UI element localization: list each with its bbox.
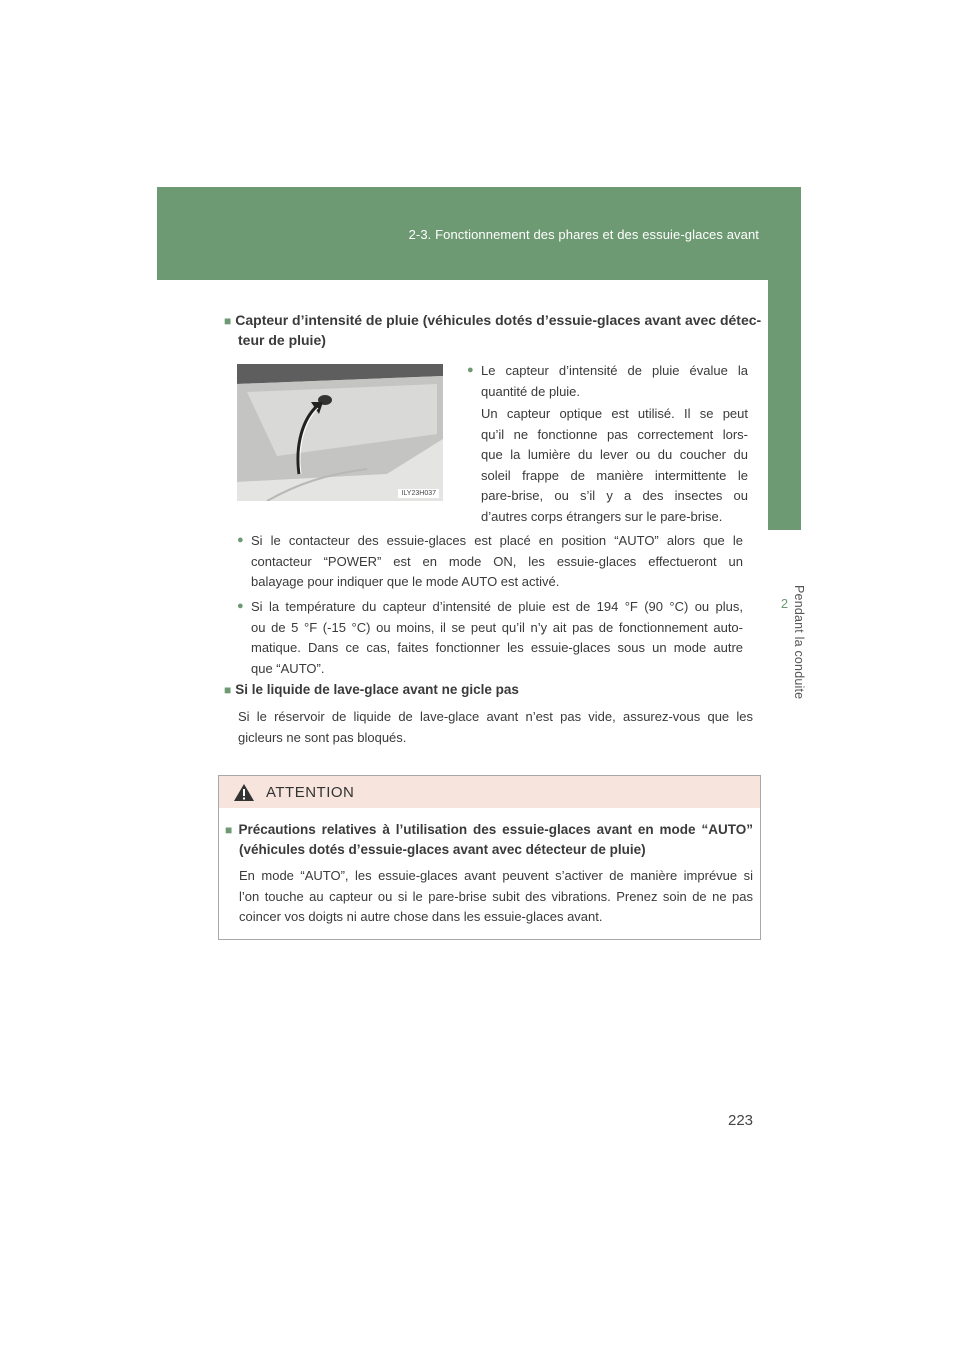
text-line: matique. Dans ce cas, faites fonctionner les essuie-glaces sous un mode autre (251, 640, 743, 655)
text-line: l’on touche au capteur ou si le pare-brise subit des vibrations. Prenez soin de ne pas (239, 888, 753, 904)
text-line: Si le contacteur des essuie-glaces est placé en position “AUTO” alors que le (251, 533, 743, 548)
chapter-title: 2-3. Fonctionnement des phares et des essuie-glaces avant (408, 227, 759, 242)
chapter-header-band (157, 187, 801, 280)
square-bullet-icon: ■ (225, 823, 235, 837)
warning-box (218, 775, 761, 940)
text-line: que “AUTO”. (251, 660, 325, 676)
text-line: balayage pour indiquer que le mode AUTO est activé. (251, 574, 560, 589)
text-line: Un capteur optique est utilisé. Il se peut (481, 406, 748, 421)
text-line: Si la température du capteur d’intensité de pluie est de 194 °F (90 °C) ou plus, (251, 599, 743, 614)
warning-title: ATTENTION (266, 784, 355, 801)
warning-triangle-icon (233, 783, 255, 802)
warning-header (219, 776, 760, 808)
warning-text (239, 866, 753, 928)
washer-text (238, 707, 753, 748)
text-line: soleil frappe de manière intermittente le (481, 467, 748, 483)
text-line: Si le réservoir de liquide de lave-glace avant n’est pas vide, assurez-vous que les (238, 709, 753, 724)
section-heading-rain-sensor (224, 310, 761, 331)
text-line: En mode “AUTO”, les essuie-glaces avant peuvent s’activer de manière imprévue si (239, 868, 753, 883)
windshield-illustration (237, 364, 443, 501)
warning-heading-cont: (véhicules dotés d’essuie-glaces avant avec détecteur de pluie) (239, 842, 646, 857)
bullet-text (481, 361, 748, 402)
round-bullet-icon: ● (467, 364, 474, 376)
page-number: 223 (728, 1112, 754, 1129)
text-line: gicleurs ne sont pas bloqués. (238, 729, 407, 745)
heading-text: Précautions relatives à l’utilisation des essuie-glaces avant en mode “AUTO” (238, 822, 753, 837)
section-heading-washer (224, 680, 519, 700)
chapter-side-label: Pendant la conduite (792, 585, 806, 700)
text-line: Le capteur d’intensité de pluie évalue la (481, 363, 748, 378)
text-line: pare-brise, ou s’il y a des insectes ou (481, 488, 748, 503)
round-bullet-icon: ● (237, 600, 244, 612)
text-line: contacteur “POWER” est en mode ON, les essuie-glaces effectueront un (251, 553, 743, 569)
image-code: ILY23H037 (398, 489, 439, 498)
text-line: ou de 5 °F (-15 °C) ou moins, il se peut qu’il n’y ait pas de fonctionnement auto- (251, 619, 743, 635)
sensor-note (481, 404, 748, 527)
text-line: qu’il ne fonctionne pas correctement lors- (481, 426, 748, 442)
text-line: quantité de pluie. (481, 383, 581, 399)
section-heading-rain-sensor-cont: teur de pluie) (238, 332, 326, 348)
chapter-side-tab (768, 280, 801, 530)
square-bullet-icon: ■ (224, 314, 232, 328)
square-bullet-icon: ■ (224, 683, 232, 697)
heading-text: Si le liquide de lave-glace avant ne gicle pas (235, 682, 519, 697)
windshield-sensor-photo (237, 364, 443, 501)
chapter-number: 2 (780, 596, 789, 611)
text-line: que la lumière du lever ou du coucher du (481, 447, 748, 462)
text-line: coincer vos doigts ni autre chose dans les essuie-glaces avant. (239, 909, 603, 924)
warning-heading (225, 820, 753, 840)
bullet-text-temperature (251, 597, 743, 679)
round-bullet-icon: ● (237, 534, 244, 546)
bullet-text-auto-mode (251, 531, 743, 593)
text-line: d’autres corps étrangers sur le pare-brise. (481, 508, 723, 524)
heading-text: Capteur d’intensité de pluie (véhicules dotés d’essuie-glaces avant avec détec- (235, 312, 762, 328)
